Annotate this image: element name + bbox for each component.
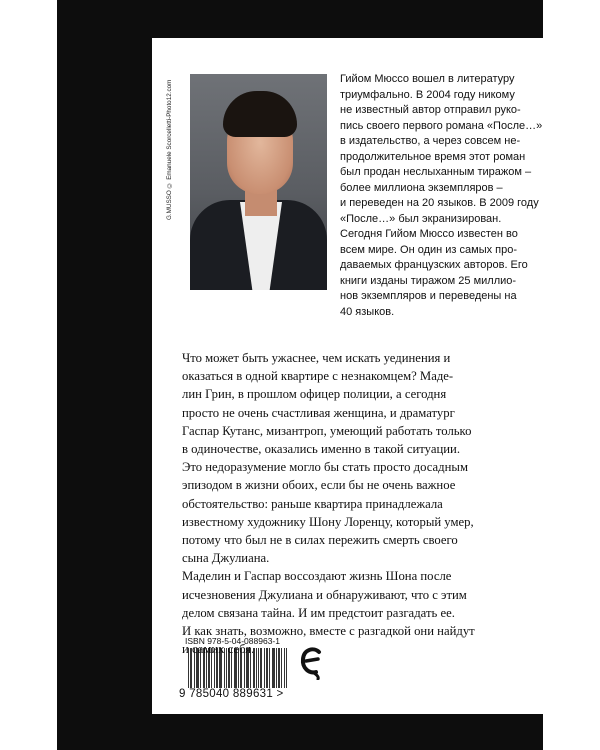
- book-synopsis: [182, 349, 527, 658]
- synopsis-line: Гаспар Кутанс, мизантроп, умеющий работать только: [182, 423, 472, 438]
- barcode-digits: 9 785040 889631 >: [179, 688, 284, 700]
- bio-line: 40 языков.: [340, 305, 395, 318]
- author-hair: [223, 91, 297, 137]
- bio-line: книги изданы тиражом 25 миллио-: [340, 274, 517, 287]
- synopsis-line: исчезновения Джулиана и обнаруживают, что с этим: [182, 587, 467, 602]
- author-bio: [340, 72, 543, 320]
- bio-line: нов экземпляров и переведены на: [340, 290, 517, 302]
- bio-line: более миллиона экземпляров –: [340, 181, 503, 194]
- synopsis-line: и самих себя.: [182, 642, 255, 657]
- synopsis-line: известному художнику Шону Лоренцу, который умер,: [182, 514, 474, 529]
- synopsis-line: обстоятельство: раньше квартира принадлежала: [182, 496, 443, 511]
- bio-line: был продан неслыханным тиражом –: [340, 166, 532, 178]
- bio-line: пись своего первого романа «После…»: [340, 119, 543, 132]
- synopsis-line: Что может быть ужаснее, чем искать уединения и: [182, 351, 451, 365]
- synopsis-line: оказаться в одной квартире с незнакомцем? Маде-: [182, 369, 454, 384]
- book-frame: [57, 0, 543, 750]
- eksmo-e-logo-icon: [300, 646, 324, 680]
- synopsis-line: в одиночестве, оказались именно в такой ситуации.: [182, 442, 461, 457]
- bio-line: и переведен на 20 языков. В 2009 году: [340, 197, 539, 209]
- barcode-icon: [188, 648, 288, 688]
- synopsis-line: эпизодом в жизни обоих, если бы не очень важное: [182, 478, 456, 493]
- isbn-label: ISBN 978-5-04-088963-1: [185, 636, 280, 646]
- synopsis-line: потому что был не в силах пережить смерть своего: [182, 533, 458, 548]
- synopsis-line: сына Джулиана.: [182, 551, 270, 566]
- author-photo: [190, 74, 327, 290]
- synopsis-line: делом связана тайна. И им предстоит разгадать ее.: [182, 605, 455, 620]
- photo-credit: G.MUSSO © Emanuele Scorcelletti-Photo12.com: [166, 80, 173, 221]
- bio-line: даваемых французских авторов. Его: [340, 259, 528, 271]
- book-back-cover: [152, 38, 548, 714]
- synopsis-line: И как знать, возможно, вместе с разгадкой они найдут: [182, 624, 475, 639]
- bio-line: в издательство, а через совсем не-: [340, 135, 521, 147]
- synopsis-line: Это недоразумение могло бы стать просто досадным: [182, 460, 468, 475]
- bio-line: не известный автор отправил руко-: [340, 104, 521, 116]
- bio-line: Сегодня Гийом Мюссо известен во: [340, 228, 518, 240]
- bio-line: всем мире. Он один из самых про-: [340, 243, 518, 256]
- bio-line: Гийом Мюссо вошел в литературу: [340, 73, 515, 85]
- bio-line: триумфально. В 2004 году никому: [340, 88, 515, 101]
- bio-line: продолжительное время этот роман: [340, 150, 526, 163]
- bio-line: «После…» был экранизирован.: [340, 212, 502, 225]
- synopsis-line: Маделин и Гаспар воссоздают жизнь Шона после: [182, 569, 452, 584]
- synopsis-line: лин Грин, в прошлом офицер полиции, а сегодня: [182, 387, 447, 402]
- synopsis-line: просто не очень счастливая женщина, и драматург: [182, 405, 455, 420]
